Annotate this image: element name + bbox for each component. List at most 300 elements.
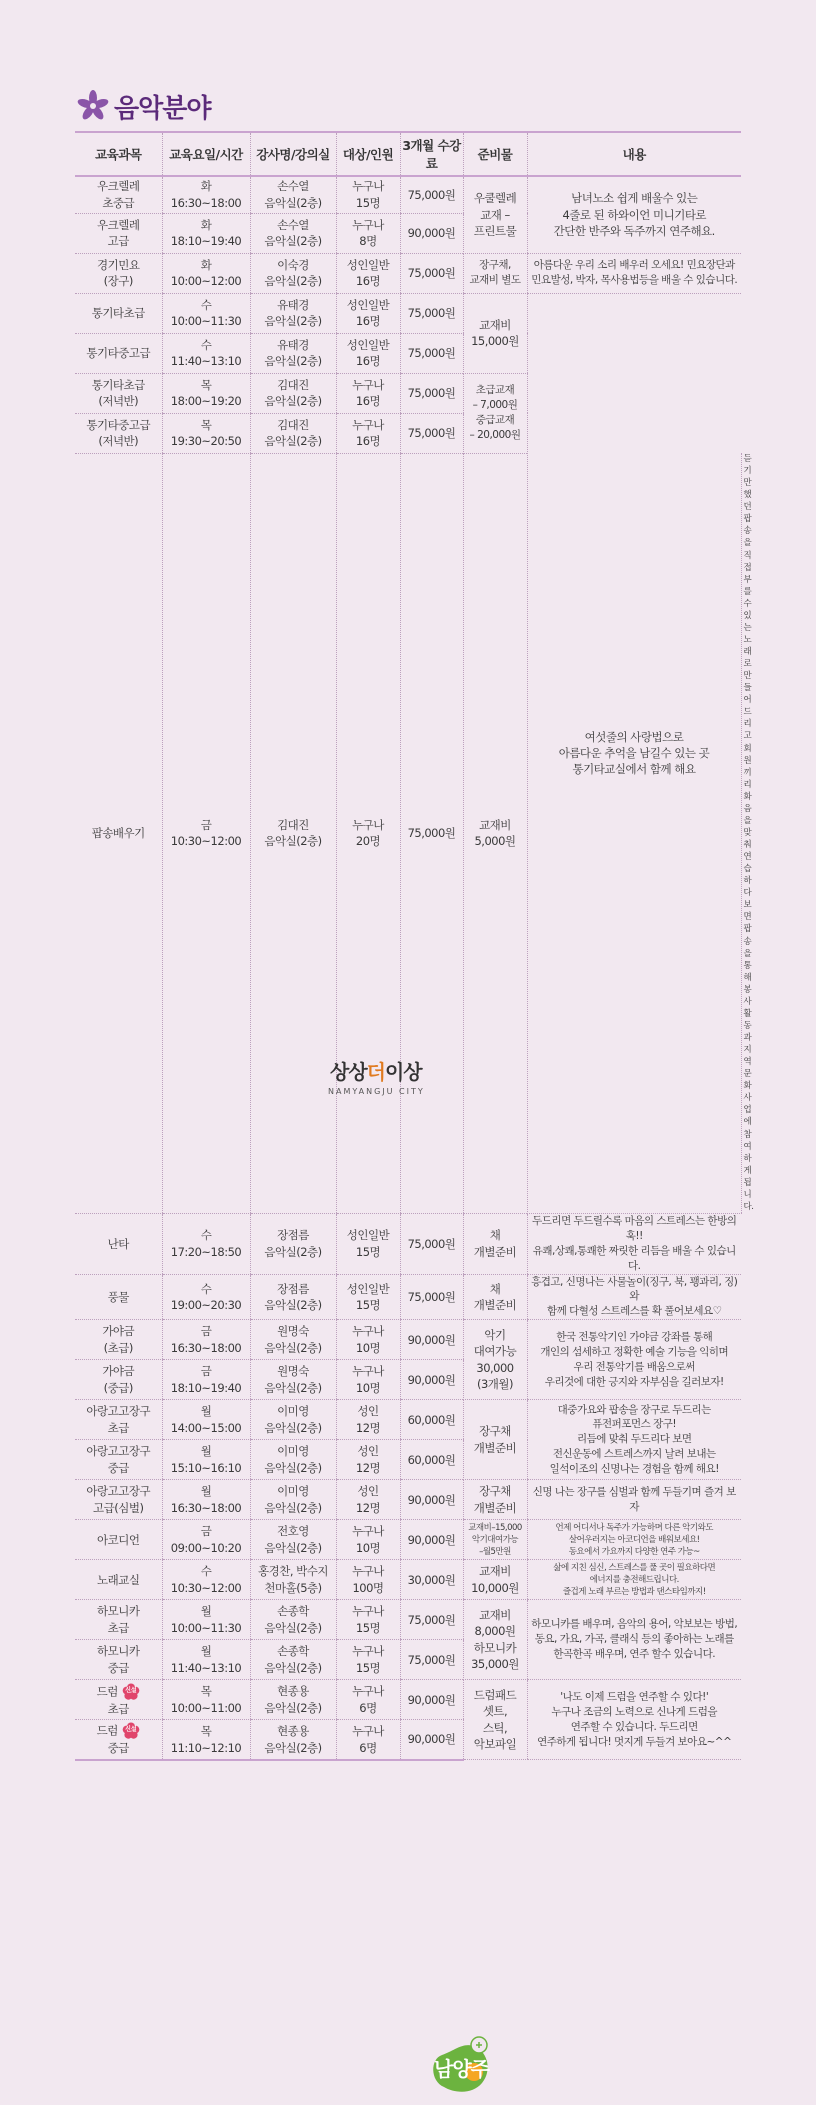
cell-line: – 20,000원 xyxy=(469,428,521,441)
cell-line: 하모니카 xyxy=(97,1644,140,1659)
schedule-cell xyxy=(162,1274,250,1320)
course-name-cell xyxy=(75,293,162,333)
cell-line: 18:10~19:40 xyxy=(170,234,242,248)
description-cell xyxy=(527,1213,741,1274)
cell-line: 통기타초급 xyxy=(91,377,145,392)
cell-line: 리듬에 맞춰 두드리다 보면 xyxy=(576,1433,692,1446)
cell-line: 음악실(2층) xyxy=(264,1700,322,1715)
cell-line: 손수열 xyxy=(277,217,309,232)
fee-cell: 60,000원 xyxy=(400,1440,463,1480)
cell-line: 음악실(2층) xyxy=(264,1660,322,1675)
table-row xyxy=(75,1400,741,1440)
cell-line: 성인일반 xyxy=(346,297,390,312)
table-row xyxy=(75,1600,741,1640)
teacher-room-cell xyxy=(250,176,336,213)
cell-line: 경기민요 xyxy=(97,257,140,272)
cell-line: 대여가능 xyxy=(473,1344,517,1359)
header-desc: 내용 xyxy=(527,132,741,176)
target-cell xyxy=(336,1520,400,1560)
teacher-room-cell xyxy=(250,413,336,453)
cell-line: 성인일반 xyxy=(346,1281,390,1296)
course-name-cell xyxy=(75,1520,162,1560)
cell-line: 악기대여가능 xyxy=(471,1534,519,1545)
cell-line: 한국 전통악기인 가야금 강좌를 통해 xyxy=(556,1330,713,1343)
cell-line: 10:30~12:00 xyxy=(170,1580,242,1595)
cell-line: 100명 xyxy=(352,1580,384,1595)
cell-line: 개별준비 xyxy=(473,1440,517,1455)
flower-icon xyxy=(76,89,110,123)
cell-line: 교재비 xyxy=(479,817,511,832)
table-row xyxy=(75,1480,741,1520)
description-cell xyxy=(527,1274,741,1320)
cell-line: 언제 어디서나 독주가 가능하며 다른 악기와도 xyxy=(555,1522,714,1533)
cell-line: 일석이조의 신명나는 경험을 함께 해요! xyxy=(549,1463,719,1476)
teacher-room-cell xyxy=(250,1274,336,1320)
cell-line: 4줄로 된 하와이언 미니기타로 xyxy=(562,207,707,222)
description-cell xyxy=(527,253,741,293)
teacher-room-cell xyxy=(250,1400,336,1440)
cell-line: 10명 xyxy=(355,1340,381,1355)
fee-cell: 75,000원 xyxy=(400,1640,463,1680)
cell-line: 음악실(2층) xyxy=(264,314,322,328)
cell-line: 누구나 xyxy=(352,1524,384,1539)
cell-line: 성인일반 xyxy=(346,1228,390,1243)
fee-cell: 75,000원 xyxy=(400,1600,463,1640)
cell-line: 음악실(2층) xyxy=(264,1460,322,1475)
cell-line: 35,000원 xyxy=(471,1657,519,1672)
cell-line: 이미영 xyxy=(277,1484,309,1499)
cell-line: 아름다운 추억을 남길수 있는 곳 xyxy=(558,746,710,761)
cell-line: 8,000원 xyxy=(474,1624,516,1639)
cell-line: 고급 xyxy=(107,234,129,248)
materials-cell xyxy=(463,453,527,1213)
cell-line xyxy=(77,1683,160,1701)
header-time: 교육요일/시간 xyxy=(162,132,250,176)
cell-line: 아랑고고장구 xyxy=(86,1444,151,1459)
schedule-cell xyxy=(162,1400,250,1440)
course-name-cell xyxy=(75,1213,162,1274)
cell-line: 18:00~19:20 xyxy=(170,394,242,408)
cell-line: 10:00~11:30 xyxy=(170,1620,242,1635)
target-cell xyxy=(336,453,400,1213)
schedule-cell xyxy=(162,1520,250,1560)
table-row xyxy=(75,1560,741,1600)
cell-line: 퓨전퍼포먼스 장구! xyxy=(592,1418,677,1431)
target-cell xyxy=(336,176,400,213)
cell-line: 교재비 xyxy=(479,1608,511,1623)
cell-line: 고급(심벌) xyxy=(93,1500,144,1515)
cell-line: 이미영 xyxy=(277,1444,309,1459)
slogan-part-c: 이상 xyxy=(384,1060,422,1084)
cell-line: 금 xyxy=(200,1364,212,1379)
cell-line: 성인일반 xyxy=(346,257,390,272)
cell-line: 음악실(2층) xyxy=(264,1620,322,1635)
cell-line: 통기타초급 xyxy=(91,305,145,320)
fee-cell: 75,000원 xyxy=(400,1213,463,1274)
cell-line: (저녁반) xyxy=(98,394,139,408)
new-course-badge xyxy=(122,1722,140,1740)
cell-line: 6명 xyxy=(359,1740,377,1755)
cell-line: 6명 xyxy=(359,1700,377,1715)
cell-line: 성인 xyxy=(357,1484,379,1499)
description-cell xyxy=(527,1680,741,1760)
schedule-cell xyxy=(162,1680,250,1720)
fee-cell: 75,000원 xyxy=(400,373,463,413)
cell-line: 15명 xyxy=(355,1297,381,1312)
cell-line: 우크렐레 xyxy=(97,179,140,194)
cell-line: 우리것에 대한 긍지와 자부심을 길러보자! xyxy=(544,1375,724,1388)
course-name-text: 중급 xyxy=(107,1741,129,1756)
cell-line: 11:10~12:10 xyxy=(170,1740,242,1755)
cell-line: 음악실(2층) xyxy=(264,1380,322,1395)
cell-line: 원명숙 xyxy=(277,1364,309,1379)
cell-line: 목 xyxy=(200,417,212,432)
cell-line: 금 xyxy=(200,1324,212,1339)
cell-line: 유태경 xyxy=(277,297,309,312)
fee-cell: 75,000원 xyxy=(400,413,463,453)
teacher-room-cell xyxy=(250,1213,336,1274)
cell-line: 중급교재 xyxy=(475,414,515,426)
cell-line: 10,000원 xyxy=(471,1580,519,1595)
description-cell xyxy=(527,1600,741,1680)
table-row: 팝송배우기 금 10:30~12:00 김대진 음악실(2층) 누구나 20명 75,000원 교재비 5,000원 듣기만 했던 팝송을 직접 부를 수 있는 노래로 만들어 드리고 회원끼리 화음을 맞춰 연습하다 보면 팝송을 통해 봉사활동과 지역문화사업에 참여하게 됩니다. xyxy=(75,453,741,1213)
course-name-cell xyxy=(75,413,162,453)
fee-cell: 90,000원 xyxy=(400,1680,463,1720)
cell-line: 음악실(2층) xyxy=(264,1420,322,1435)
cell-line: 에너지를 충전해드립니다. xyxy=(589,1574,679,1585)
cell-line: 삶에 지친 심신, 스트레스를 풀 곳이 필요하다면 xyxy=(553,1562,716,1573)
cell-line: 수 xyxy=(200,1228,212,1243)
materials-cell xyxy=(463,1274,527,1320)
cell-line: 누구나 xyxy=(352,217,384,232)
cell-line: 누구나 xyxy=(352,1324,384,1339)
cell-line: 성인 xyxy=(357,1444,379,1459)
course-name-cell xyxy=(75,1360,162,1400)
table-row xyxy=(75,1520,741,1560)
teacher-room-cell xyxy=(250,1640,336,1680)
header-teacher: 강사명/강의실 xyxy=(250,132,336,176)
materials-cell xyxy=(463,1320,527,1400)
fee-cell: 75,000원 xyxy=(400,293,463,333)
cell-line: 아코디언 xyxy=(97,1532,140,1547)
cell-line: 음악실(2층) xyxy=(264,1500,322,1515)
teacher-room-cell xyxy=(250,1600,336,1640)
target-cell xyxy=(336,373,400,413)
cell-line: 드럼패드 xyxy=(473,1688,517,1703)
cell-line: 화 xyxy=(200,217,212,232)
slogan-part-a: 상상 xyxy=(330,1060,367,1084)
course-name-cell xyxy=(75,373,162,413)
cell-line: 누구나 xyxy=(352,1604,384,1619)
cell-line: 손종학 xyxy=(277,1604,309,1619)
table-row xyxy=(75,253,741,293)
table-body xyxy=(75,176,754,1760)
cell-line: 금 xyxy=(200,817,212,832)
teacher-room-cell xyxy=(250,253,336,293)
cell-line: (3개월) xyxy=(476,1377,513,1392)
cell-line: 우크렐레 xyxy=(97,217,140,232)
cell-line: 10:00~11:30 xyxy=(170,314,242,328)
materials-cell xyxy=(463,1213,527,1274)
teacher-room-cell xyxy=(250,1680,336,1720)
cell-line: 통기타교실에서 함께 해요 xyxy=(572,762,696,777)
fee-cell: 60,000원 xyxy=(400,1400,463,1440)
cell-line: 하모니카 xyxy=(473,1640,517,1655)
table-header-row xyxy=(75,132,741,176)
header-subject: 교육과목 xyxy=(75,132,162,176)
course-name-text: 드럼 xyxy=(96,1684,118,1699)
cell-line: 동요에서 가요까지 다양한 연주 가능~ xyxy=(568,1546,700,1557)
cell-line: 16:30~18:00 xyxy=(170,1340,242,1355)
cell-line: 음악실(2층) xyxy=(264,834,322,849)
cell-line: 10:00~11:00 xyxy=(170,1700,242,1715)
cell-line: 아랑고고장구 xyxy=(86,1404,151,1419)
cell-line: 월 xyxy=(200,1604,212,1619)
cell-line: 손종학 xyxy=(277,1644,309,1659)
course-name-cell xyxy=(75,333,162,373)
table-row xyxy=(75,1213,741,1274)
cell-line: 흥겹고, 신명나는 사물놀이(징구, 북, 꽹과리, 징)와 xyxy=(531,1275,738,1303)
cell-line: 월 xyxy=(200,1484,212,1499)
teacher-room-cell xyxy=(250,333,336,373)
cell-line: 즐겁게 노래 부르는 방법과 댄스타임까지! xyxy=(562,1586,706,1597)
cell-line: 팝송배우기 xyxy=(91,826,145,841)
cell-line: 가야금 xyxy=(102,1324,135,1339)
schedule-cell xyxy=(162,1640,250,1680)
cell-line: 19:00~20:30 xyxy=(170,1297,242,1312)
cell-line: 가야금 xyxy=(102,1364,135,1379)
description-cell xyxy=(527,1400,741,1480)
cell-line: 천마홀(5층) xyxy=(264,1580,322,1595)
cell-line: 초중급 xyxy=(102,195,135,210)
cell-line: 누구나 xyxy=(352,377,384,392)
teacher-room-cell xyxy=(250,1320,336,1360)
cell-line: 30,000 xyxy=(476,1360,514,1375)
cell-line: 하모니카를 배우며, 음악의 용어, 악보보는 방법, xyxy=(531,1618,738,1631)
cell-line: 15:10~16:10 xyxy=(170,1460,242,1475)
header-target: 대상/인원 xyxy=(336,132,400,176)
cell-line: 누구나 xyxy=(352,1644,384,1659)
cell-line: 15명 xyxy=(355,195,381,210)
cell-line: 우쿨렐레 xyxy=(473,191,517,206)
cell-line: – 7,000원 xyxy=(472,399,518,412)
cell-line: 09:00~10:20 xyxy=(170,1540,242,1555)
cell-line: 악보파일 xyxy=(473,1737,517,1752)
course-name-cell xyxy=(75,1320,162,1360)
target-cell xyxy=(336,1320,400,1360)
target-cell xyxy=(336,1720,400,1760)
cell-line: 음악실(2층) xyxy=(264,394,322,408)
schedule-cell xyxy=(162,333,250,373)
teacher-room-cell xyxy=(250,453,336,1213)
cell-line: 누구나 xyxy=(352,179,384,194)
cell-line: 음악실(2층) xyxy=(264,434,322,448)
course-name-cell xyxy=(75,1400,162,1440)
cell-line: 월 xyxy=(200,1444,212,1459)
cell-line: 16:30~18:00 xyxy=(170,1500,242,1515)
cell-line: 음악실(2층) xyxy=(264,274,322,288)
fee-cell: 75,000원 xyxy=(400,453,463,1213)
cell-line: (초급) xyxy=(103,1340,133,1355)
schedule-cell xyxy=(162,413,250,453)
target-cell xyxy=(336,1640,400,1680)
cell-line: 11:40~13:10 xyxy=(170,1660,242,1675)
cell-line: 16명 xyxy=(355,354,381,368)
cell-line: 12명 xyxy=(355,1500,381,1515)
teacher-room-cell xyxy=(250,1560,336,1600)
cell-line: 교재 – xyxy=(480,207,510,222)
course-name-cell xyxy=(75,213,162,253)
cell-line: 개별준비 xyxy=(473,1297,517,1312)
fee-cell: 90,000원 xyxy=(400,1720,463,1760)
course-name-text: 초급 xyxy=(107,1701,129,1716)
schedule-cell xyxy=(162,253,250,293)
target-cell xyxy=(336,333,400,373)
cell-line: 교재비 별도 xyxy=(469,274,521,286)
cell-line: 채 xyxy=(489,1281,501,1296)
city-english-name: NAMYANGJU CITY xyxy=(328,1087,425,1096)
cell-line: 성인일반 xyxy=(346,337,390,352)
target-cell xyxy=(336,1600,400,1640)
schedule-cell xyxy=(162,373,250,413)
teacher-room-cell xyxy=(250,1720,336,1760)
cell-line: 교재비 xyxy=(479,317,511,332)
cell-line: 수 xyxy=(200,1281,212,1296)
target-cell xyxy=(336,1360,400,1400)
cell-line: 홍경찬, 박수지 xyxy=(258,1564,328,1579)
cell-line: 통기타중고급 xyxy=(86,345,151,360)
cell-line: (장구) xyxy=(103,274,133,288)
course-name-cell xyxy=(75,1720,162,1760)
cell-line: 20명 xyxy=(355,834,381,849)
target-cell xyxy=(336,1680,400,1720)
target-cell xyxy=(336,413,400,453)
cell-line: 우리 전통악기를 배움으로써 xyxy=(573,1360,695,1373)
cell-line: 음악실(2층) xyxy=(264,1297,322,1312)
fee-cell: 90,000원 xyxy=(400,1360,463,1400)
slogan xyxy=(330,1056,422,1085)
cell-line: 음악실(2층) xyxy=(264,234,322,248)
materials-cell xyxy=(463,1600,527,1680)
target-cell xyxy=(336,1560,400,1600)
target-cell xyxy=(336,293,400,333)
cell-line: 음악실(2층) xyxy=(264,1244,322,1259)
cell-line: 15명 xyxy=(355,1660,381,1675)
cell-line: 개인의 섬세하고 정확한 예술 기능을 익히며 xyxy=(540,1345,729,1358)
fee-cell: 75,000원 xyxy=(400,1274,463,1320)
cell-line: 현종용 xyxy=(277,1724,309,1739)
cell-line: 18:10~19:40 xyxy=(170,1380,242,1395)
cell-line: 음악실(2층) xyxy=(264,1740,322,1755)
cell-line: 금 xyxy=(200,1524,212,1539)
table-row xyxy=(75,1274,741,1320)
cell-line: 누구나 xyxy=(352,1564,384,1579)
course-name-cell xyxy=(75,253,162,293)
cell-line: 개별준비 xyxy=(473,1500,517,1515)
cell-line: 누구나 xyxy=(352,1684,384,1699)
cell-line: 연주할 수 있습니다. 두드리면 xyxy=(570,1720,698,1733)
materials-cell xyxy=(463,1560,527,1600)
cell-line: 유태경 xyxy=(277,337,309,352)
cell-line: 동요, 가요, 가곡, 클래식 등의 좋아하는 노래를 xyxy=(534,1633,734,1646)
cell-line: 풍물 xyxy=(107,1289,129,1304)
table-row xyxy=(75,1680,741,1720)
fee-cell: 90,000원 xyxy=(400,1480,463,1520)
fee-cell: 75,000원 xyxy=(400,253,463,293)
logo-city-ko: 남양주 xyxy=(434,2057,489,2081)
cell-line: 목 xyxy=(200,377,212,392)
materials-cell xyxy=(463,176,527,253)
cell-line: 김대진 xyxy=(277,417,309,432)
cell-line: 초급 xyxy=(107,1620,129,1635)
cell-line: 김대진 xyxy=(277,377,309,392)
cell-line: 원명숙 xyxy=(277,1324,309,1339)
teacher-room-cell xyxy=(250,293,336,333)
materials-cell xyxy=(463,1480,527,1520)
materials-cell xyxy=(463,373,527,453)
cell-line: 스틱, xyxy=(482,1720,508,1735)
course-name-cell xyxy=(75,453,162,1213)
fee-cell: 75,000원 xyxy=(400,176,463,213)
page-title: 음악분야 xyxy=(114,93,211,124)
cell-line: 19:30~20:50 xyxy=(170,434,242,448)
cell-line: 셋트, xyxy=(482,1704,508,1719)
cell-line: 목 xyxy=(200,1684,212,1699)
cell-line: '나도 이제 드럼을 연주할 수 있다!' xyxy=(560,1690,709,1703)
fee-cell: 75,000원 xyxy=(400,333,463,373)
cell-line: 악기 xyxy=(484,1328,506,1343)
cell-line: 장구채 xyxy=(479,1424,511,1439)
cell-line: 장구채 xyxy=(479,1484,511,1499)
schedule-cell xyxy=(162,1213,250,1274)
course-name-text: 드럼 xyxy=(96,1723,118,1738)
schedule-cell xyxy=(162,453,250,1213)
cell-line: (중급) xyxy=(103,1380,133,1395)
materials-cell xyxy=(463,1520,527,1560)
cell-line: 10명 xyxy=(355,1540,381,1555)
cell-line: 목 xyxy=(200,1724,212,1739)
teacher-room-cell xyxy=(250,1440,336,1480)
cell-line: 하모니카 xyxy=(97,1604,140,1619)
teacher-room-cell xyxy=(250,373,336,413)
table-row xyxy=(75,1320,741,1360)
target-cell xyxy=(336,1213,400,1274)
cell-line: 아름다운 우리 소리 배우러 오세요! 민요장단과 xyxy=(533,259,735,272)
course-name-cell xyxy=(75,1480,162,1520)
materials-cell xyxy=(463,1680,527,1760)
cell-line: 누구나 xyxy=(352,1724,384,1739)
cell-line: 여섯줄의 사랑법으로 xyxy=(584,729,684,744)
cell-line: 살어우러지는 아코디언을 배워보세요! xyxy=(568,1534,700,1545)
target-cell xyxy=(336,1440,400,1480)
cell-line: (저녁반) xyxy=(98,434,139,448)
cell-line: 전호영 xyxy=(277,1524,309,1539)
cell-line xyxy=(77,1701,160,1717)
cell-line: 5,000원 xyxy=(474,834,516,849)
fee-cell: 90,000원 xyxy=(400,213,463,253)
cell-line: 신명 나는 장구를 심벌과 함께 두들기며 즐겨 보자 xyxy=(532,1485,736,1513)
cell-line: 유쾌,상쾌,통쾌한 짜릿한 리듬을 배울 수 있습니다. xyxy=(532,1244,736,1272)
target-cell xyxy=(336,1400,400,1440)
cell-line: 화 xyxy=(200,179,212,194)
cell-line: 17:20~18:50 xyxy=(170,1244,242,1259)
cell-line: 이숙경 xyxy=(277,257,309,272)
course-name-cell xyxy=(75,1560,162,1600)
cell-line: 프린트물 xyxy=(473,223,517,238)
cell-line: 남녀노소 쉽게 배울수 있는 xyxy=(571,191,698,206)
cell-line: 현종용 xyxy=(277,1684,309,1699)
teacher-room-cell xyxy=(250,213,336,253)
